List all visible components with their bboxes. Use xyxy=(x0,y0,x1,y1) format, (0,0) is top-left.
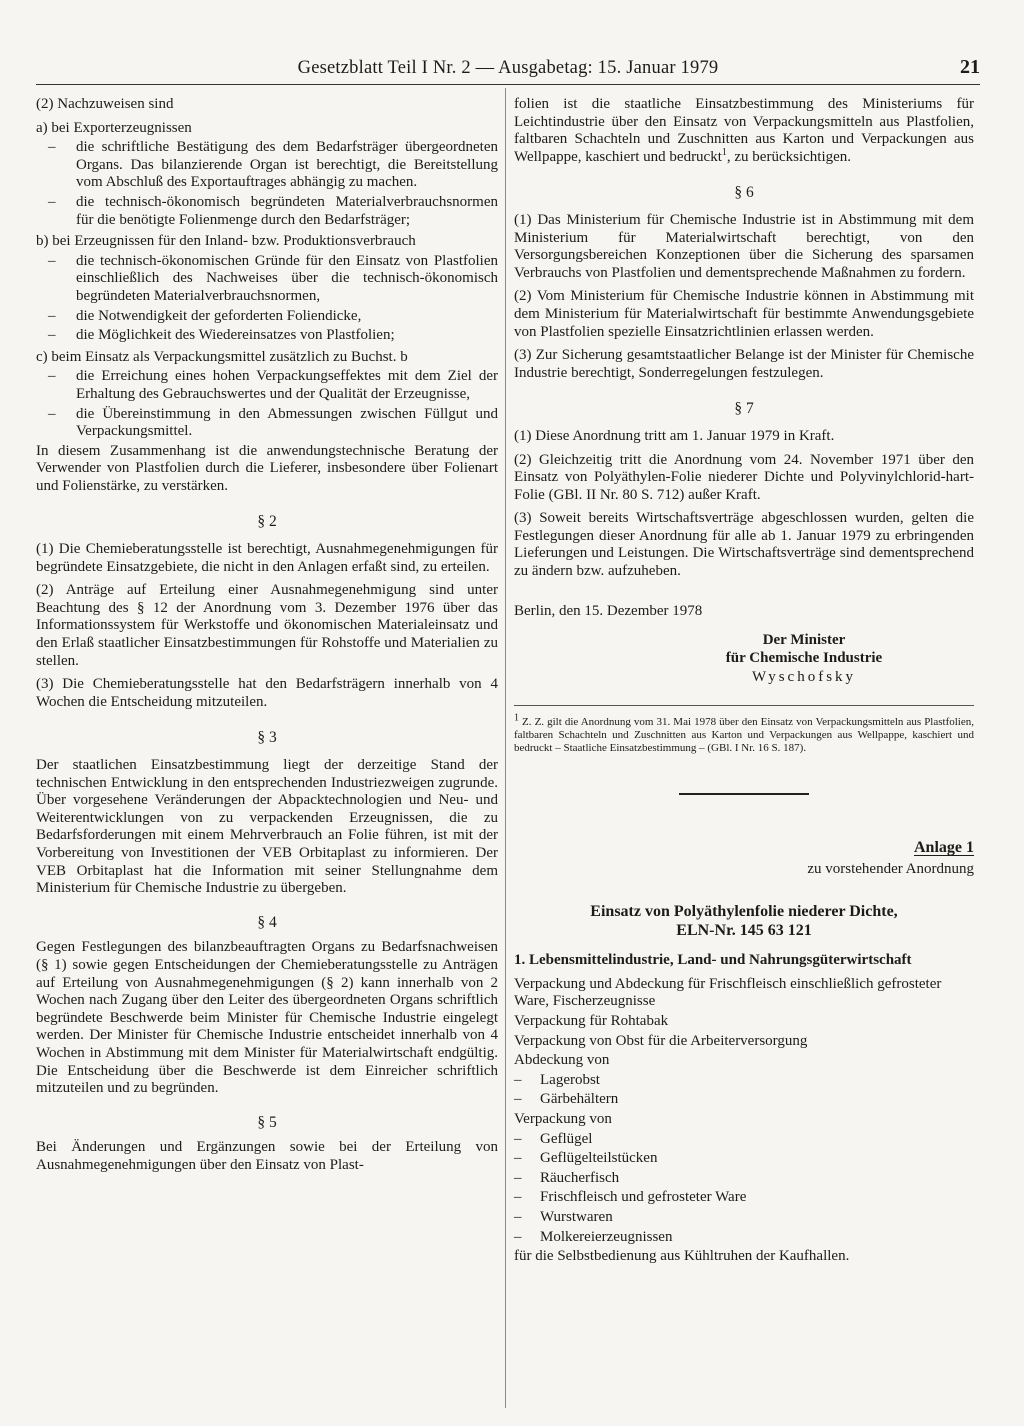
column-divider xyxy=(505,88,506,1408)
list-label-a: a) bei Exporterzeugnissen xyxy=(36,119,192,136)
text-run: , zu berücksichtigen. xyxy=(726,148,852,165)
paragraph-context: In diesem Zusammenhang ist die anwendungstechnische Beratung der Verwender von Plastfolien durch die Lieferer, insbesondere über Folienart und Folienstärke, zu verstärken. xyxy=(36,442,498,494)
list-item: – Räucherfisch xyxy=(514,1170,974,1188)
footnote xyxy=(514,705,974,755)
paragraph: Der staatlichen Einsatzbestimmung liegt der derzeitige Stand der technischen Entwicklung in den entsprechenden Industriezweigen zugrunde. Über vorgesehene Veränderungen der Abpacktechnologien und Neu- und Weiterentwicklungen von zu verpackenden Erzeugnissen, die zu Bedarfsforderungen mit einem Mehrverbrauch an Folie führen, ist mit der Vorbereitung von Investitionen der VEB Orbitaplast zu informieren. Der VEB Orbitaplast hat die Information mit seiner Stellungnahme dem Ministerium für Chemische Industrie zu übergeben. xyxy=(36,757,498,897)
list-item: – die Übereinstimmung in den Abmessungen zwischen Füllgut und Verpackungsmittel. xyxy=(36,406,498,441)
list-label: Verpackung von xyxy=(514,1110,612,1127)
annex-title: Anlage 1 xyxy=(914,839,974,857)
list-item: – Lagerobst xyxy=(514,1072,974,1090)
list-item: – die technisch-ökonomisch begründeten Materialverbrauchsnormen für die benötigte Folienmenge durch den Bedarfsträger; xyxy=(36,194,498,229)
list-label-c: c) beim Einsatz als Verpackungsmittel zusätzlich zu Buchst. b xyxy=(36,348,408,365)
list-item: – die technisch-ökonomischen Gründe für den Einsatz von Plastfolien einschließlich des Nachweises über die technisch-ökonomisch begründeten Materialverbrauchsnormen, xyxy=(36,253,498,306)
list-item: – Frischfleisch und gefrosteter Ware xyxy=(514,1189,974,1207)
section-title-3: § 3 xyxy=(257,729,277,747)
signature-ministry: für Chemische Industrie xyxy=(725,649,883,666)
list-item: Verpackung von Obst für die Arbeiterversorgung xyxy=(514,1032,808,1049)
list-item: Verpackung und Abdeckung für Frischfleisch einschließlich gefrosteter Ware, Fischerzeugnisse xyxy=(514,975,942,1010)
section-title-4: § 4 xyxy=(257,913,277,931)
list-item: für die Selbstbedienung aus Kühltruhen der Kaufhallen. xyxy=(514,1248,850,1265)
page-header xyxy=(36,58,980,85)
list-item: – Geflügelteilstücken xyxy=(514,1150,974,1168)
list-item: – Wurstwaren xyxy=(514,1209,974,1227)
header-title: Gesetzblatt Teil I Nr. 2 — Ausgabetag: 15. Januar 1979 xyxy=(297,58,719,78)
annex-heading-line: Einsatz von Polyäthylenfolie niederer Dichte, xyxy=(590,903,898,921)
section-title-6: § 6 xyxy=(734,184,754,202)
paragraph: (3) Soweit bereits Wirtschaftsverträge abgeschlossen wurden, gelten die Festlegungen dieser Anordnung für alle ab 1. Januar 1979 zu erbringenden Lieferungen und Leistungen. Die Wirtschaftsverträge sind dementsprechend zu ändern bzw. aufzuheben. xyxy=(514,510,974,580)
date-line: Berlin, den 15. Dezember 1978 xyxy=(514,602,703,619)
annex-heading xyxy=(514,902,974,940)
separator-rule xyxy=(679,793,809,795)
page-number: 21 xyxy=(960,56,980,78)
list-item: – Gärbehältern xyxy=(514,1091,974,1109)
list-label: Abdeckung von xyxy=(514,1052,610,1069)
paragraph: (2) Vom Ministerium für Chemische Industrie können in Abstimmung mit dem Ministerium für Materialwirtschaft für bestimmte Anwendungsgebiete von Plastfolien spezielle Einsatzrichtlinien erlassen werden. xyxy=(514,288,974,340)
paragraph: (1) Das Ministerium für Chemische Industrie ist in Abstimmung mit dem Ministerium für Materialwirtschaft berechtigt, von den Versorgungsbereichen Konzeptionen über die Sicherung des sparsamen Verbrauchs von Plastfolien und dementsprechende Maßnahmen zu fordern. xyxy=(514,211,974,281)
list-item: – die Notwendigkeit der geforderten Foliendicke, xyxy=(36,308,498,326)
list-item: – die Möglichkeit des Wiedereinsatzes von Plastfolien; xyxy=(36,327,498,345)
text-run: folien ist die staatliche Einsatzbestimmung des Ministeriums für Leichtindustrie über den Einsatz von Verpackungsmitteln aus Plastfolien, faltbaren Schachteln und Zuschnitten aus Karton und Verpackungen aus Wellpappe, kaschiert und bedruckt xyxy=(514,96,974,165)
list-item: Verpackung für Rohtabak xyxy=(514,1013,669,1029)
left-column xyxy=(36,96,498,1180)
annex-subheading: 1. Lebensmittelindustrie, Land- und Nahrungsgüterwirtschaft xyxy=(514,952,912,969)
annex-heading-line: ELN-Nr. 145 63 121 xyxy=(676,922,812,940)
paragraph: (1) Diese Anordnung tritt am 1. Januar 1979 in Kraft. xyxy=(514,427,835,444)
list-item: – die Erreichung eines hohen Verpackungseffektes mit dem Ziel der Erhaltung des Gebrauchswertes und der Qualität der Erzeugnisse, xyxy=(36,368,498,403)
footnote-number: 1 xyxy=(514,712,519,724)
paragraph: (3) Die Chemieberatungsstelle hat den Bedarfsträgern innerhalb von 4 Wochen die Entscheidung mitzuteilen. xyxy=(36,676,498,710)
right-column xyxy=(514,96,974,1268)
signature-block xyxy=(634,632,974,687)
paragraph: (2) Gleichzeitig tritt die Anordnung vom 24. November 1971 über den Einsatz von Polyäthylen-Folie niederer Dichte und Polyvinylchlorid-hart-Folie (GBl. II Nr. 80 S. 712) außer Kraft. xyxy=(514,451,974,503)
signature-title: Der Minister xyxy=(762,632,846,649)
paragraph: (2) Anträge auf Erteilung einer Ausnahmegenehmigung sind unter Beachtung des § 12 der Anordnung vom 3. Dezember 1976 über das Informationssystem für Werkstoffe und ökonomischen Materialeinsatz und den Erlaß staatlicher Einsatzbestimmungen für Rohstoffe und Materialien zu stellen. xyxy=(36,582,498,669)
annex-header xyxy=(514,839,974,878)
list-item: – Geflügel xyxy=(514,1131,974,1149)
list-item: – Molkereierzeugnissen xyxy=(514,1229,974,1247)
paragraph: Bei Änderungen und Ergänzungen sowie bei der Erteilung von Ausnahmegenehmigungen über den Einsatz von Plast- xyxy=(36,1139,498,1173)
paragraph-continued xyxy=(514,96,974,166)
footnote-text: Z. Z. gilt die Anordnung vom 31. Mai 1978 über den Einsatz von Verpackungsmitteln aus Plastfolien, faltbaren Schachteln und Zuschnitten aus Karton und Verpackungen aus Wellpappe, kaschiert und bedruckt – Staatliche Einsatzbestimmung – (GBl. I Nr. 16 S. 187). xyxy=(514,716,974,755)
annex-subtitle: zu vorstehender Anordnung xyxy=(807,860,974,877)
footnote-marker: 1 xyxy=(721,146,727,158)
paragraph: (3) Zur Sicherung gesamtstaatlicher Belange ist der Minister für Chemische Industrie berechtigt, Sonderregelungen festzulegen. xyxy=(514,347,974,381)
list-label-b: b) bei Erzeugnissen für den Inland- bzw. Produktionsverbrauch xyxy=(36,233,416,250)
list-item: – die schriftliche Bestätigung des dem Bedarfsträger übergeordneten Organs. Das bilanzierende Organ ist berechtigt, die Bereitstellung vom Abschluß des Exportauftrages abhängig zu machen. xyxy=(36,139,498,192)
paragraph: (1) Die Chemieberatungsstelle ist berechtigt, Ausnahmegenehmigungen für begründete Einsatzgebiete, die nicht in den Anlagen erfaßt sind, zu erteilen. xyxy=(36,541,498,575)
section-title-5: § 5 xyxy=(257,1113,277,1131)
paragraph-intro: (2) Nachzuweisen sind xyxy=(36,96,174,112)
signature-name: Wyschofsky xyxy=(751,669,857,686)
section-title-2: § 2 xyxy=(257,513,277,531)
paragraph: Gegen Festlegungen des bilanzbeauftragten Organs zu Bedarfsnachweisen (§ 1) sowie gegen Entscheidungen der Chemieberatungsstelle zu Anträgen auf Erteilung von Ausnahmegenehmigungen (§ 2) kann innerhalb von 2 Wochen nach Zugang über den Leiter des übergeordneten Organs schriftlich begründete Beschwerde beim Minister für Chemische Industrie eingelegt werden. Der Minister für Chemische Industrie entscheidet innerhalb von 4 Wochen in Abstimmung mit dem Minister für Materialwirtschaft endgültig. Die Entscheidung über die Beschwerde ist dem Einreicher schriftlich mitzuteilen und zu begründen. xyxy=(36,939,498,1097)
section-title-7: § 7 xyxy=(734,400,754,418)
